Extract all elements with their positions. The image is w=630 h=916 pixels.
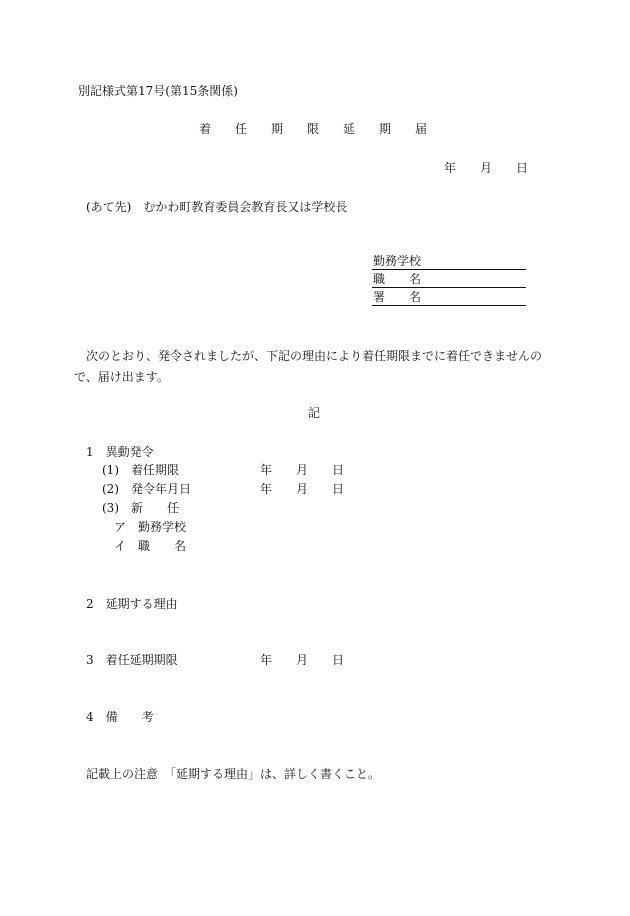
date-year: 年 (260, 463, 273, 477)
body-text-line2: で、届け出ます。 (74, 370, 169, 384)
signature-name-label: 署 名 (373, 290, 422, 304)
document-title (187, 121, 439, 137)
date-day: 日 (332, 482, 345, 496)
title-char: 届 (414, 122, 427, 136)
item-4: 4 備 考 (86, 710, 154, 724)
title-char: 期 (270, 122, 283, 136)
date-day: 日 (332, 463, 345, 477)
date-year: 年 (260, 482, 273, 496)
title-char: 限 (306, 122, 319, 136)
title-char: 期 (378, 122, 391, 136)
item-1: 1 異動発令 (86, 445, 154, 459)
title-char: 任 (234, 122, 247, 136)
item-1-sub-3: (3) 新 任 (102, 501, 179, 515)
date-day: 日 (516, 161, 529, 175)
date-month: 月 (296, 463, 309, 477)
date-month: 月 (296, 482, 309, 496)
item-1-sub-2: (2) 発令年月日 (102, 482, 191, 496)
submission-date (0, 160, 630, 176)
item-3-date (0, 652, 630, 668)
title-char: 延 (342, 122, 355, 136)
signature-position-row (372, 271, 526, 288)
addressee-prefix: (あて先) (86, 200, 132, 214)
entry-note: 記載上の注意 「延期する理由」は、詳しく書くこと。 (86, 767, 381, 781)
date-month: 月 (296, 653, 309, 667)
date-year: 年 (260, 653, 273, 667)
date-day: 日 (332, 653, 345, 667)
addressee (86, 199, 347, 215)
date-year: 年 (444, 161, 457, 175)
signature-position-label: 職 名 (373, 272, 422, 286)
item-1-sub-1: (1) 着任期限 (102, 463, 179, 477)
item-3: 3 着任延期期限 (86, 653, 178, 667)
item-1-sub-3-b: イ 職 名 (114, 539, 187, 553)
body-text-line1: 次のとおり、発令されましたが、下記の理由により着任期限までに着任できませんの (86, 349, 543, 363)
addressee-name: むかわ町教育委員会教育長又は学校長 (143, 200, 348, 214)
title-char: 着 (198, 122, 211, 136)
item-1-sub-2-date (0, 481, 630, 497)
item-1-sub-3-a: ア 勤務学校 (114, 520, 187, 534)
signature-name-row (372, 289, 526, 306)
date-month: 月 (480, 161, 493, 175)
signature-school-label: 勤務学校 (373, 254, 422, 268)
signature-school-row (372, 253, 526, 270)
item-2: 2 延期する理由 (86, 597, 178, 611)
form-number: 別記様式第17号(第15条関係) (78, 84, 238, 98)
ki-heading: 記 (308, 406, 321, 420)
item-1-sub-1-date (0, 462, 630, 478)
